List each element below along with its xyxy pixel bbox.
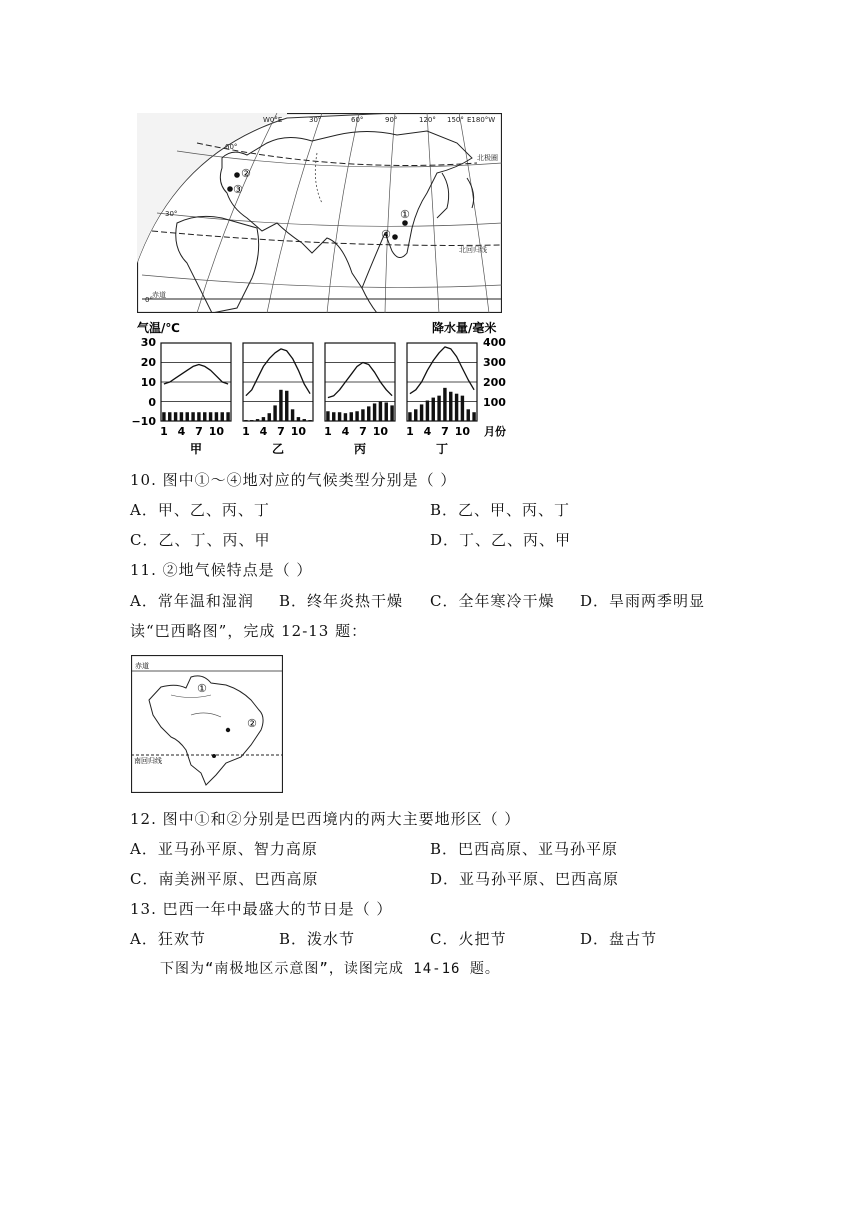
month-tick: 7 [441, 425, 449, 438]
precip-bar [180, 412, 183, 421]
month-tick: 1 [324, 425, 332, 438]
q11-option-a: A．常年温和湿润 [130, 592, 254, 610]
q12-option-a: A．亚马孙平原、智力高原 [130, 840, 318, 858]
lon-label-60: 60° [351, 116, 364, 124]
month-tick: 1 [160, 425, 168, 438]
precip-bar [420, 404, 423, 421]
precip-bar [461, 396, 464, 421]
q13-option-a: A．狂欢节 [130, 930, 206, 948]
q10-option-b: B．乙、甲、丙、丁 [430, 501, 571, 519]
q13-option-b: B．泼水节 [279, 930, 356, 948]
month-tick: 4 [259, 425, 268, 438]
precip-bar [326, 411, 329, 421]
temp-tick-10: 10 [140, 376, 156, 389]
precip-bar [332, 412, 335, 421]
precip-bar [308, 420, 311, 421]
brazil-map [131, 655, 283, 793]
marker-3: ③ [233, 183, 243, 196]
precip-bar [186, 412, 189, 421]
intro-12-13: 读“巴西略图”，完成 12-13 题： [130, 622, 368, 640]
month-tick: 7 [359, 425, 367, 438]
precip-bar [250, 420, 253, 421]
precip-bar [168, 412, 171, 421]
lon-label-150: 150° [447, 116, 464, 124]
precip-bar [291, 409, 294, 421]
q12-option-d: D．亚马孙平原、巴西高原 [430, 870, 620, 888]
precip-bar [191, 412, 194, 421]
temp-tick-neg10: −10 [131, 415, 156, 428]
temp-tick-20: 20 [140, 356, 156, 369]
precip-bar [262, 417, 265, 421]
month-tick: 1 [406, 425, 414, 438]
month-tick: 7 [195, 425, 203, 438]
precip-bar [350, 412, 353, 421]
temp-tick-30: 30 [140, 336, 156, 349]
question-12: 12. 图中①和②分别是巴西境内的两大主要地形区（ ） [130, 810, 521, 828]
brazil-tropic-label: 南回归线 [134, 757, 162, 765]
precip-bar [408, 412, 411, 421]
precip-tick-300: 300 [483, 356, 506, 369]
precip-bar [297, 417, 300, 421]
precip-bar [215, 412, 218, 421]
month-tick: 10 [454, 425, 471, 438]
brazil-marker-1: ① [197, 682, 207, 695]
lat-label-0: 0° [145, 296, 153, 304]
precip-bar [472, 412, 475, 421]
question-10: 10. 图中①～④地对应的气候类型分别是（ ） [130, 471, 457, 489]
month-tick: 10 [208, 425, 225, 438]
q13-option-c: C．火把节 [430, 930, 507, 948]
climate-charts [125, 318, 520, 458]
precip-bar [268, 413, 271, 421]
marker-2: ② [241, 167, 251, 180]
precip-bar [414, 409, 417, 421]
precip-bar [385, 402, 388, 421]
temp-axis-title: 气温/℃ [137, 321, 180, 335]
question-13: 13. 巴西一年中最盛大的节日是（ ） [130, 900, 393, 918]
precip-bar [355, 411, 358, 421]
precip-bar [338, 412, 341, 421]
precip-bar [256, 419, 259, 421]
marker-1: ① [400, 208, 410, 221]
brazil-equator-label: 赤道 [135, 662, 149, 670]
month-tick: 4 [341, 425, 350, 438]
arctic-label: 北极圈 [477, 154, 498, 162]
precip-bar [390, 405, 393, 421]
brazil-marker-2: ② [247, 717, 257, 730]
precip-bar [203, 412, 206, 421]
lon-label-90: 90° [385, 116, 398, 124]
month-tick: 10 [290, 425, 307, 438]
lon-label-180: E180°W [467, 116, 496, 124]
lon-label-0: W0°E [263, 116, 283, 124]
month-tick: 1 [242, 425, 250, 438]
q13-option-d: D．盘古节 [580, 930, 658, 948]
precip-bar [209, 412, 212, 421]
q11-option-d: D．旱雨两季明显 [580, 592, 706, 610]
precip-bar [426, 401, 429, 421]
marker-4: ④ [381, 228, 391, 241]
climate-panel-label: 丙 [353, 442, 367, 456]
precip-bar [226, 412, 229, 421]
climate-panel-label: 乙 [271, 442, 285, 456]
precip-bar [443, 388, 446, 421]
precip-bar [279, 390, 282, 421]
q11-option-c: C．全年寒冷干燥 [430, 592, 555, 610]
month-tick: 7 [277, 425, 285, 438]
month-tick: 4 [423, 425, 432, 438]
temp-tick-0: 0 [148, 396, 156, 409]
month-unit: 月份 [484, 425, 506, 438]
climate-panel-label: 丁 [435, 442, 449, 456]
q10-option-a: A．甲、乙、丙、丁 [130, 501, 270, 519]
precip-bar [449, 392, 452, 421]
lon-label-120: 120° [419, 116, 436, 124]
q10-option-d: D．丁、乙、丙、甲 [430, 531, 572, 549]
lat-label-60: 60° [225, 143, 238, 151]
q11-option-b: B．终年炎热干燥 [279, 592, 404, 610]
month-tick: 10 [372, 425, 389, 438]
precip-bar [162, 412, 165, 421]
precip-bar [344, 413, 347, 421]
tropic-label: 北回归线 [459, 246, 487, 254]
climate-panel-label: 甲 [189, 442, 203, 456]
precip-bar [361, 409, 364, 421]
precip-bar [221, 412, 224, 421]
lon-label-30: 30° [309, 116, 322, 124]
precip-bar [244, 420, 247, 421]
precip-tick-200: 200 [483, 376, 506, 389]
precip-bar [197, 412, 200, 421]
precip-tick-400: 400 [483, 336, 506, 349]
precip-tick-100: 100 [483, 396, 506, 409]
month-tick: 4 [177, 425, 186, 438]
precip-bar [273, 405, 276, 421]
precip-bar [285, 391, 288, 421]
precip-bar [303, 419, 306, 421]
precip-bar [432, 398, 435, 421]
world-map [137, 113, 502, 313]
question-11: 11. ②地气候特点是（ ） [130, 561, 313, 579]
precip-bar [455, 394, 458, 421]
precip-bar [367, 406, 370, 421]
precip-bar [174, 412, 177, 421]
q12-option-c: C．南美洲平原、巴西高原 [130, 870, 319, 888]
q10-option-c: C．乙、丁、丙、甲 [130, 531, 271, 549]
precip-bar [373, 403, 376, 421]
equator-label: 赤道 [152, 291, 166, 299]
precip-bar [467, 409, 470, 421]
precip-bar [437, 396, 440, 421]
q12-option-b: B．巴西高原、亚马孙平原 [430, 840, 619, 858]
precip-axis-title: 降水量/毫米 [432, 321, 497, 335]
intro-14-16: 下图为“南极地区示意图”，读图完成 14-16 题。 [160, 961, 500, 977]
lat-label-30: 30° [165, 210, 178, 218]
precip-bar [379, 402, 382, 422]
